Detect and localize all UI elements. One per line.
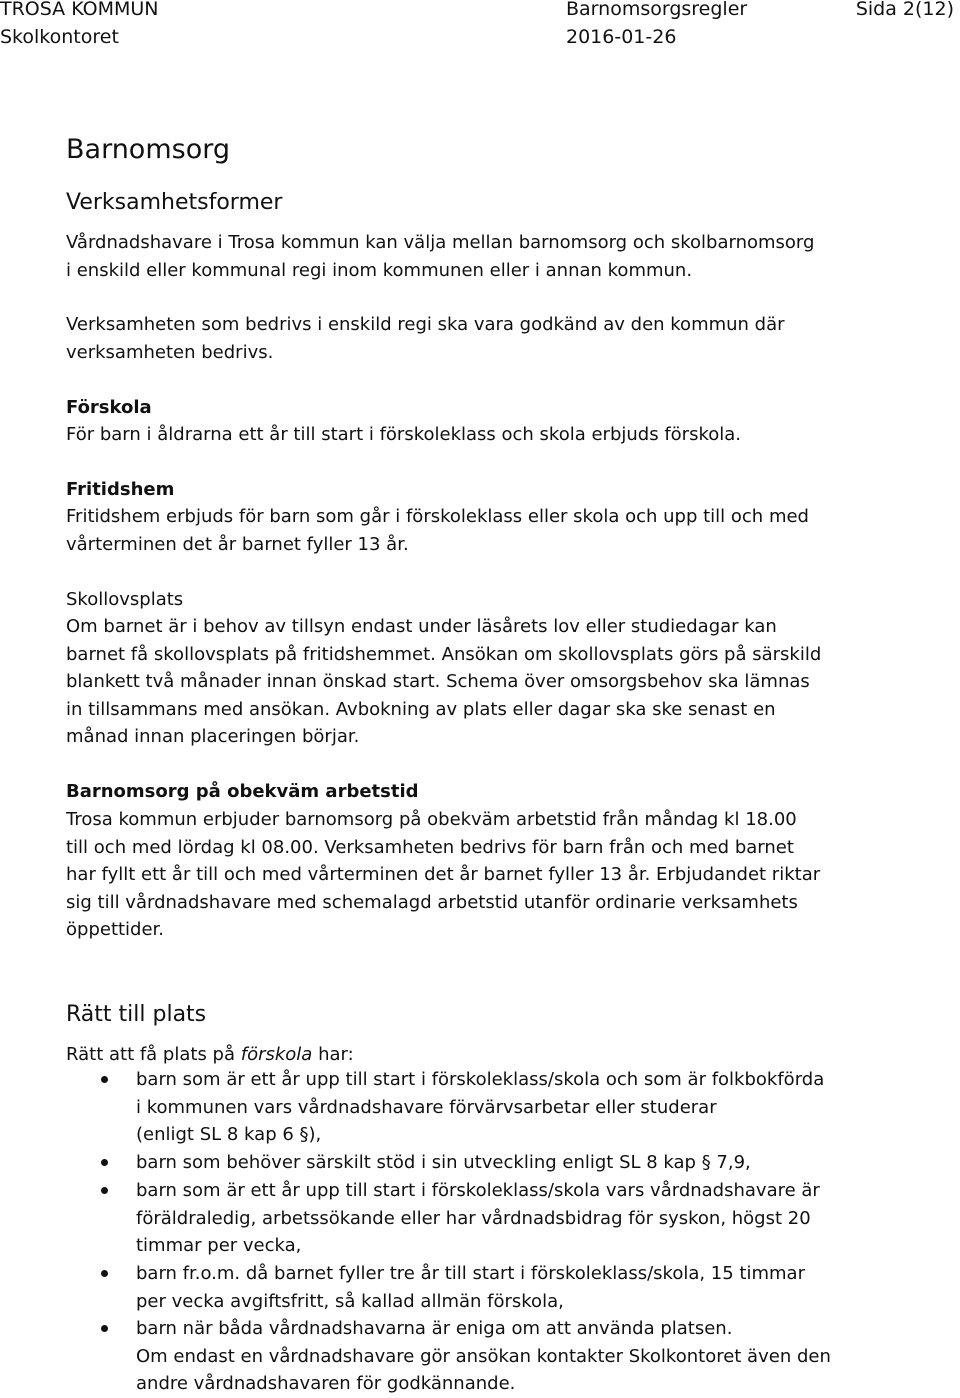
text-line: För barn i åldrarna ett år till start i förskoleklass och skola erbjuds förskola. (66, 424, 741, 445)
list-item-text (136, 1149, 751, 1177)
header-organization: TROSA KOMMUN (0, 0, 159, 20)
paragraph-fritidshem (66, 503, 809, 558)
text-line: blankett två månader innan önskad start. Schema över omsorgsbehov ska lämnas (66, 671, 810, 692)
heading-ratt-till-plats: Rätt till plats (66, 1002, 207, 1027)
text-line: barn som är ett år upp till start i förskoleklass/skola vars vårdnadshavare är (136, 1180, 820, 1201)
header-date: 2016-01-26 (566, 26, 677, 48)
intro-suffix: har: (312, 1044, 354, 1065)
text-line: barn när båda vårdnadshavarna är eniga om att använda platsen. (136, 1318, 733, 1339)
text-line: andre vårdnadshavaren för godkännande. (136, 1373, 516, 1394)
paragraph-obekvam-arbetstid (66, 806, 820, 944)
paragraph-skollovsplats (66, 613, 821, 751)
text-line: i kommunen vars vårdnadshavare förvärvsarbetar eller studerar (136, 1096, 717, 1118)
text-line: barn som behöver särskilt stöd i sin utveckling enligt SL 8 kap § 7,9, (136, 1152, 751, 1173)
bullet-icon (101, 1159, 108, 1166)
heading-skollovsplats: Skollovsplats (66, 589, 184, 610)
bullet-icon (101, 1270, 108, 1277)
text-line: i enskild eller kommunal regi inom kommunen eller i annan kommun. (66, 259, 693, 281)
text-line: in tillsammans med ansökan. Avbokning av plats eller dagar ska ske senast en (66, 698, 776, 720)
bullet-icon (101, 1325, 108, 1332)
list-item-text (136, 1177, 820, 1260)
text-line: Vårdnadshavare i Trosa kommun kan välja mellan barnomsorg och skolbarnomsorg (66, 232, 815, 253)
paragraph-verksamhetsformer-1 (66, 229, 814, 284)
intro-emphasis: förskola (240, 1044, 313, 1065)
text-line: till och med lördag kl 08.00. Verksamheten bedrivs för barn från och med barnet (66, 836, 794, 858)
text-line: vårterminen det år barnet fyller 13 år. (66, 533, 409, 555)
heading-fritidshem: Fritidshem (66, 479, 175, 500)
text-line: barn fr.o.m. då barnet fyller tre år till start i förskoleklass/skola, 15 timmar (136, 1263, 805, 1284)
heading-verksamhetsformer: Verksamhetsformer (66, 190, 283, 215)
text-line: timmar per vecka, (136, 1235, 302, 1256)
list-item-text (136, 1260, 805, 1315)
paragraph-forskola (66, 421, 741, 449)
text-line: har fyllt ett år till och med vårterminen det år barnet fyller 13 år. Erbjudandet riktar (66, 864, 821, 885)
paragraph-verksamhetsformer-2 (66, 311, 785, 366)
bullet-icon (101, 1076, 108, 1083)
text-line: föräldraledig, arbetssökande eller har vårdnadsbidrag för syskon, högst 20 (136, 1207, 811, 1229)
list-item-text (136, 1066, 824, 1149)
text-line: (enligt SL 8 kap 6 §), (136, 1124, 322, 1145)
section-title-barnomsorg: Barnomsorg (66, 134, 230, 165)
ratt-till-plats-intro (66, 1041, 354, 1069)
text-line: Fritidshem erbjuds för barn som går i förskoleklass eller skola och upp till och med (66, 506, 809, 527)
text-line: sig till vårdnadshavare med schemalagd arbetstid utanför ordinarie verksamhets (66, 891, 798, 913)
intro-prefix: Rätt att få plats på (66, 1044, 241, 1065)
text-line: öppettider. (66, 919, 165, 940)
text-line: barn som är ett år upp till start i förskoleklass/skola och som är folkbokförda (136, 1069, 825, 1090)
header-department: Skolkontoret (0, 26, 119, 48)
text-line: Om barnet är i behov av tillsyn endast under läsårets lov eller studiedagar kan (66, 616, 777, 637)
bullet-icon (101, 1187, 108, 1194)
text-line: per vecka avgiftsfritt, så kallad allmän förskola, (136, 1290, 564, 1312)
text-line: Om endast en vårdnadshavare gör ansökan kontakter Skolkontoret även den (136, 1345, 831, 1367)
header-document-title: Barnomsorgsregler (566, 0, 748, 20)
text-line: barnet få skollovsplats på fritidshemmet. Ansökan om skollovsplats görs på särskild (66, 643, 822, 665)
header-page-number: Sida 2(12) (855, 0, 954, 20)
heading-obekvam-arbetstid: Barnomsorg på obekväm arbetstid (66, 781, 419, 802)
text-line: Verksamheten som bedrivs i enskild regi ska vara godkänd av den kommun där (66, 314, 785, 335)
text-line: verksamheten bedrivs. (66, 341, 274, 363)
heading-forskola: Förskola (66, 397, 152, 418)
list-item-text (136, 1315, 831, 1398)
text-line: Trosa kommun erbjuder barnomsorg på obekväm arbetstid från måndag kl 18.00 (66, 809, 797, 830)
text-line: månad innan placeringen börjar. (66, 726, 360, 747)
